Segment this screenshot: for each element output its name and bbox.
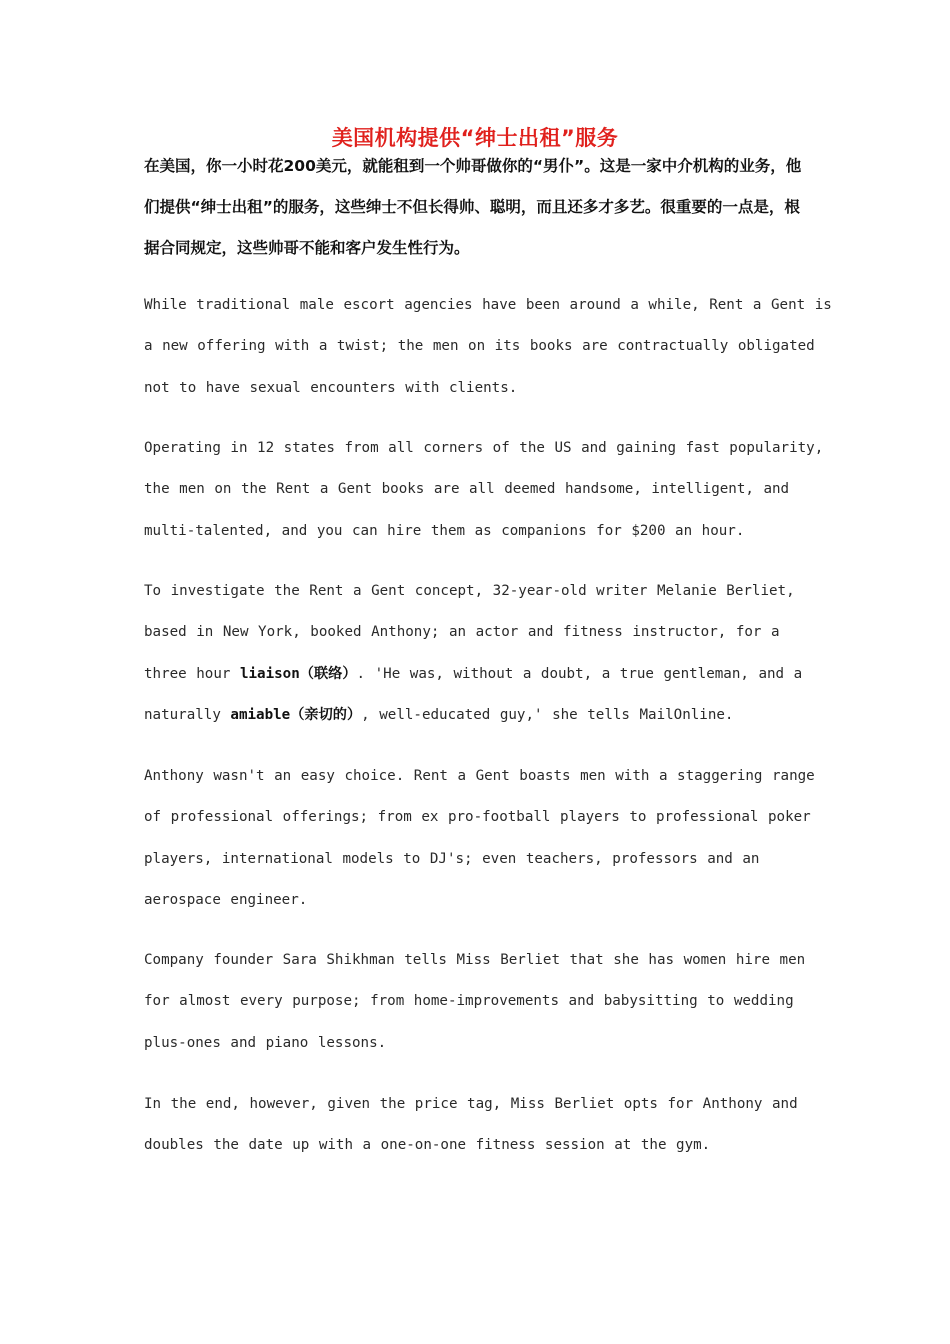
paragraph-line: the men on the Rent a Gent books are all deemed handsome, intelligent, and bbox=[144, 481, 790, 498]
paragraph-4 bbox=[144, 756, 814, 921]
paragraph-line: Operating in 12 states from all corners of the US and gaining fast popularity, bbox=[144, 440, 824, 456]
paragraph-line: Anthony wasn't an easy choice. Rent a Gent boasts men with a staggering range bbox=[144, 768, 815, 784]
paragraph-6 bbox=[144, 1084, 814, 1167]
vocab-gloss-liaison: （联络） bbox=[299, 665, 357, 682]
paragraph-line: players, international models to DJ's; even teachers, professors and an bbox=[144, 850, 760, 867]
line-text: , well-educated guy,' she tells MailOnline. bbox=[361, 706, 734, 723]
page-title: 美国机构提供“绅士出租”服务 bbox=[331, 126, 619, 150]
line-text: . 'He was, without a doubt, a true gentleman, and a bbox=[356, 665, 803, 682]
paragraph-line: multi-talented, and you can hire them as companions for $200 an hour. bbox=[144, 522, 745, 539]
paragraph-line: of professional offerings; from ex pro-football players to professional poker bbox=[144, 809, 811, 826]
paragraph-line: While traditional male escort agencies have been around a while, Rent a Gent is bbox=[144, 297, 832, 313]
paragraph-line: based in New York, booked Anthony; an actor and fitness instructor, for a bbox=[144, 624, 780, 641]
paragraph-line: for almost every purpose; from home-improvements and babysitting to wedding bbox=[144, 993, 794, 1010]
intro-paragraph-chinese: 在美国，你一小时花200美元，就能租到一个帅哥做你的“男仆”。这是一家中介机构的业务，他们提供“绅士出租”的服务，这些绅士不但长得帅、聪明，而且还多才多艺。很重要的一点是，根据合同规定，这些帅哥不能和客户发生性行为。 bbox=[144, 157, 802, 257]
paragraph-5 bbox=[144, 940, 814, 1064]
paragraph-line: Company founder Sara Shikhman tells Miss Berliet that she has women hire men bbox=[144, 952, 806, 968]
paragraph-line bbox=[144, 695, 814, 736]
paragraph-line: In the end, however, given the price tag, Miss Berliet opts for Anthony and bbox=[144, 1096, 798, 1112]
paragraph-line: doubles the date up with a one-on-one fitness session at the gym. bbox=[144, 1137, 711, 1154]
paragraph-line: plus-ones and piano lessons. bbox=[144, 1034, 387, 1051]
line-text: three hour bbox=[144, 665, 240, 682]
vocab-word-amiable: amiable bbox=[230, 706, 291, 723]
paragraph-line: a new offering with a twist; the men on its books are contractually obligated bbox=[144, 338, 815, 355]
vocab-word-liaison: liaison bbox=[239, 665, 300, 682]
paragraph-1 bbox=[144, 285, 832, 409]
vocab-gloss-amiable: （亲切的） bbox=[290, 706, 362, 723]
line-text: naturally bbox=[144, 706, 231, 723]
paragraph-line bbox=[144, 654, 814, 695]
paragraph-3 bbox=[144, 571, 814, 736]
paragraph-line: aerospace engineer. bbox=[144, 891, 308, 908]
paragraph-2 bbox=[144, 428, 824, 552]
paragraph-line: To investigate the Rent a Gent concept, 32-year-old writer Melanie Berliet, bbox=[144, 583, 795, 599]
paragraph-line: not to have sexual encounters with clients. bbox=[144, 379, 518, 396]
